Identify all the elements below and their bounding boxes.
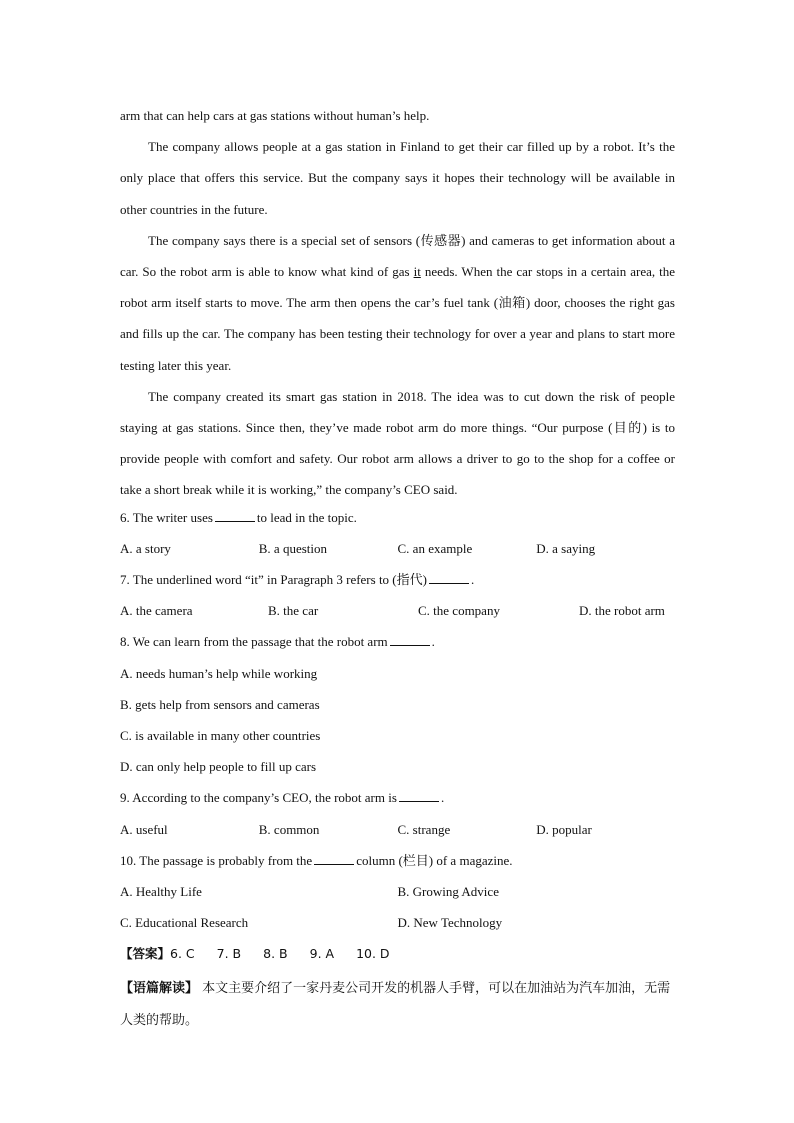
answer-item: 9. A	[309, 946, 335, 962]
answer-key	[120, 942, 675, 973]
question-stem: 10. The passage is probably from the	[120, 852, 313, 868]
question-8	[120, 630, 675, 661]
answer-item: 6. C	[170, 946, 195, 962]
option: A. Healthy Life	[120, 883, 202, 899]
option: B. common	[258, 821, 320, 837]
question-10	[120, 849, 675, 880]
option: C. the company	[418, 603, 500, 619]
passage	[120, 100, 675, 506]
option: A. a story	[120, 540, 171, 556]
option: A. needs human’s help while working	[120, 665, 318, 681]
answer-blank	[314, 853, 354, 865]
option: C. is available in many other countries	[120, 727, 321, 743]
question-stem: 7. The underlined word “it” in Paragraph 3 refers to (指代)	[120, 572, 427, 588]
paragraph-2-part-b: needs. When the car stops in a certain area, the robot arm itself starts to move. The arm then opens the car’s fuel tank (油箱) door, chooses the right gas and fills up the car. The company has been testing their technology for over a year and plans to start more testing later this year.	[120, 264, 675, 373]
paragraph-2-part-a: The company says there is a special set of sensors (传感器) and cameras to get information about a car. So the robot arm is able to know what kind of gas	[120, 232, 675, 280]
passage-line-continued: arm that can help cars at gas stations without human’s help.	[120, 108, 430, 123]
answer-blank	[429, 572, 469, 584]
answer-item: 10. D	[356, 946, 390, 962]
document-page	[120, 100, 675, 1036]
question-7-options	[120, 599, 675, 630]
paragraph-1: The company allows people at a gas station in Finland to get their car filled up by a robot. It’s the only place that offers this service. But the company says it hopes their technology will be available in other countries in the future.	[120, 139, 675, 217]
question-6	[120, 506, 675, 537]
underlined-it: it	[413, 264, 421, 280]
option: B. a question	[258, 540, 327, 556]
answer-item: 7. B	[216, 946, 242, 962]
option: B. the car	[268, 603, 319, 619]
answer-blank	[390, 634, 430, 646]
answer-blank	[215, 510, 255, 522]
option: B. gets help from sensors and cameras	[120, 696, 320, 712]
question-stem-end: column (栏目) of a magazine.	[356, 852, 513, 868]
question-stem: 6. The writer uses	[120, 509, 213, 525]
question-stem-end: to lead in the topic.	[256, 509, 357, 525]
question-stem: 8. We can learn from the passage that the robot arm	[120, 634, 388, 650]
option: D. popular	[536, 821, 592, 837]
option: D. a saying	[536, 540, 596, 556]
paragraph-2	[120, 225, 675, 381]
option: D. can only help people to fill up cars	[120, 759, 317, 775]
answer-label: 【答案】	[120, 946, 171, 962]
option: C. strange	[397, 821, 451, 837]
question-9	[120, 786, 675, 817]
question-stem-end: .	[440, 790, 445, 806]
option: D. New Technology	[397, 915, 503, 931]
question-10-options-row-1	[120, 880, 675, 911]
question-stem: 9. According to the company’s CEO, the robot arm is	[120, 790, 397, 806]
question-9-options	[120, 818, 675, 849]
discourse-analysis	[120, 973, 675, 1035]
question-stem-end: .	[431, 634, 435, 650]
question-7	[120, 568, 675, 599]
question-stem-end: .	[470, 572, 475, 588]
option: C. an example	[397, 540, 473, 556]
answer-item: 8. B	[263, 946, 288, 962]
question-10-options-row-2	[120, 911, 675, 942]
paragraph-3: The company created its smart gas station in 2018. The idea was to cut down the risk of people staying at gas stations. Since then, they’ve made robot arm do more things. “Our purpose (目的) is to provide people with comfort and safety. Our robot arm allows a driver to go to the shop for a coffee or take a short break while it is working,” the company’s CEO said.	[120, 388, 675, 498]
option: A. useful	[120, 821, 168, 837]
analysis-label: 【语篇解读】	[120, 981, 199, 997]
option: D. the robot arm	[579, 603, 665, 619]
answer-blank	[399, 790, 439, 802]
question-6-options	[120, 537, 675, 568]
analysis-text: 本文主要介绍了一家丹麦公司开发的机器人手臂，可以在加油站为汽车加油，无需人类的帮助。	[120, 981, 671, 1028]
option: C. Educational Research	[120, 915, 249, 931]
option: A. the camera	[120, 603, 193, 619]
option: B. Growing Advice	[397, 883, 499, 899]
